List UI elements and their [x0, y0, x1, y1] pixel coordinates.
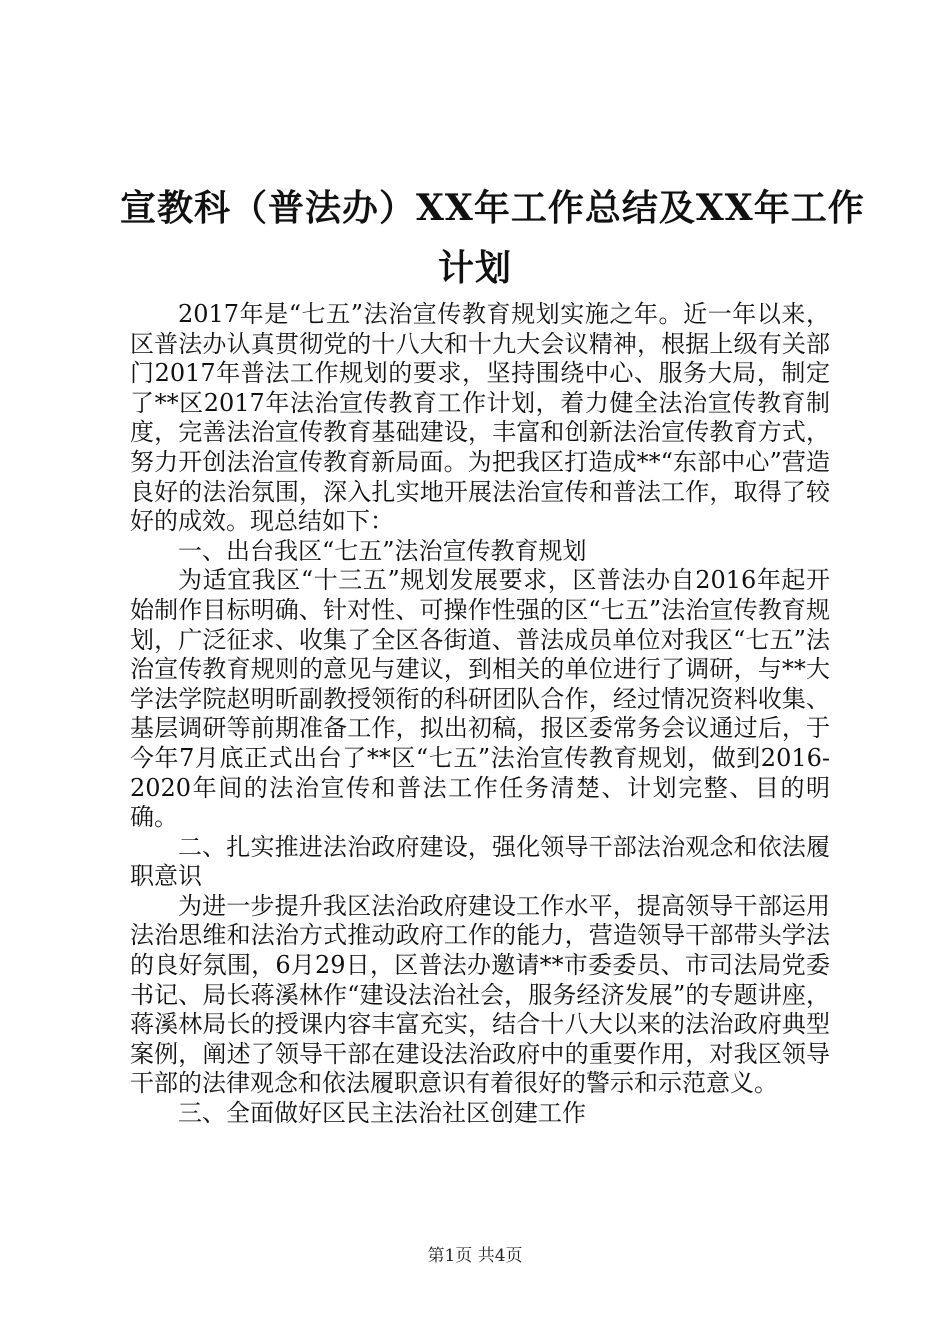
section-heading-1: 一、出台我区“七五”法治宣传教育规划: [178, 536, 587, 565]
intro-paragraph: 2017年是“七五”法治宣传教育规划实施之年。近一年以来，区普法办认真贯彻党的十八大和十九大会议精神，根据上级有关部门2017年普法工作规划的要求，坚持围绕中心、服务大局，制定了**区2017年法治宣传教育工作计划，着力健全法治宣传教育制度，完善法治宣传教育基础建设，丰富和创新法治宣传教育方式，努力开创法治宣传教育新局面。为把我区打造成**“东部中心”营造良好的法治氛围，深入扎实地开展法治宣传和普法工作，取得了较好的成效。现总结如下：: [130, 300, 830, 536]
section-2-paragraph: 为进一步提升我区法治政府建设工作水平，提高领导干部运用法治思维和法治方式推动政府工作的能力，营造领导干部带头学法的良好氛围，6月29日，区普法办邀请**市委委员、市司法局党委书记、局长蒋溪林作“建设法治社会，服务经济发展”的专题讲座，蒋溪林局长的授课内容丰富充实，结合十八大以来的法治政府典型案例，阐述了领导干部在建设法治政府中的重要作用，对我区领导干部的法律观念和依法履职意识有着很好的警示和示范意义。: [130, 891, 830, 1098]
document-body: [130, 300, 830, 1129]
title-line-1: 宣教科（普法办）XX年工作总结及XX年工作: [120, 187, 865, 229]
section-heading-2: 二、扎实推进法治政府建设，强化领导干部法治观念和依法履职意识: [130, 832, 830, 891]
document-title: [120, 178, 865, 298]
section-heading-3: 三、全面做好区民主法治社区创建工作: [178, 1099, 586, 1128]
title-line-2: 计划: [437, 247, 512, 289]
page-footer: 第1页 共4页: [427, 1246, 523, 1266]
section-1-paragraph: 为适宜我区“十三五”规划发展要求，区普法办自2016年起开始制作目标明确、针对性、可操作性强的区“七五”法治宣传教育规划，广泛征求、收集了全区各街道、普法成员单位对我区“七五”法治宣传教育规则的意见与建议，到相关的单位进行了调研，与**大学法学院赵明昕副教授领衔的科研团队合作，经过情况资料收集、基层调研等前期准备工作，拟出初稿，报区委常务会议通过后，于今年7月底正式出台了**区“七五”法治宣传教育规划，做到2016-2020年间的法治宣传和普法工作任务清楚、计划完整、目的明确。: [130, 566, 830, 832]
